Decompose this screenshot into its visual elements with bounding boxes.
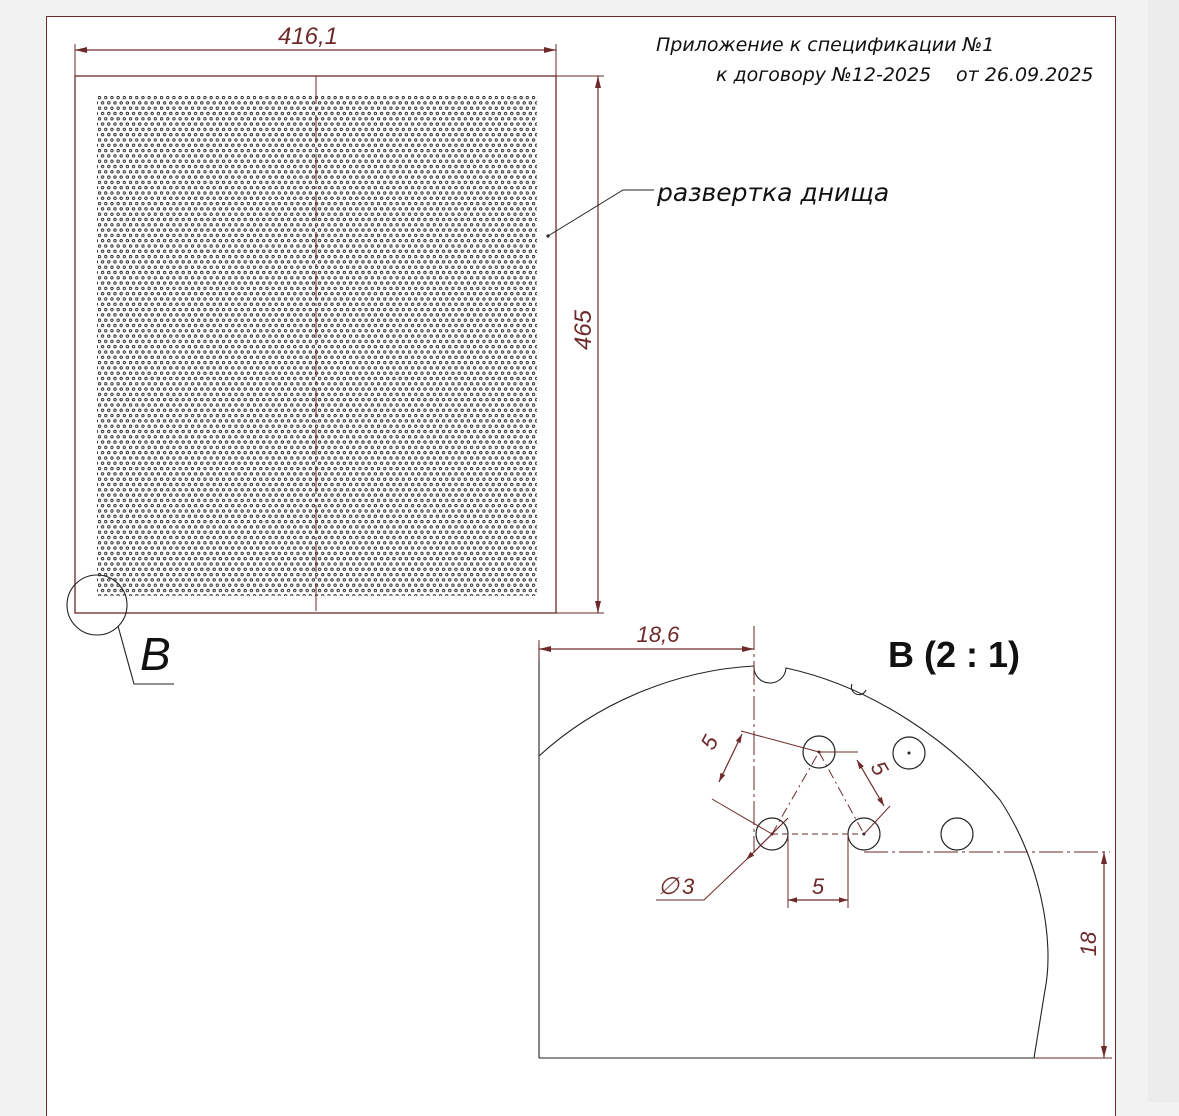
hole-center	[908, 752, 911, 755]
contract-date: от 26.09.2025	[956, 64, 1094, 86]
ext-line-diag-d	[864, 806, 890, 834]
dim-value-18-6: 18,6	[636, 622, 680, 647]
diameter-value: 3	[682, 874, 695, 899]
dim-value-diag-right: 5	[865, 756, 894, 780]
detail-view	[539, 622, 1112, 1058]
dim-value-pitch: 5	[811, 874, 825, 899]
hole-diagonal-center-line	[772, 752, 819, 834]
dim-line-diag-left	[719, 734, 742, 782]
part-label: развертка днища	[657, 178, 890, 207]
height-dimension-value: 465	[570, 309, 597, 351]
diameter-symbol: ∅	[658, 873, 679, 900]
dim-value-diag-left: 5	[695, 731, 724, 754]
detail-callout-letter: B	[140, 628, 171, 680]
dim-value-18: 18	[1076, 931, 1101, 957]
detail-outer-contour	[539, 666, 1048, 1058]
hole-diagonal-center-line	[819, 752, 864, 834]
spec-appendix-title: Приложение к спецификации №1	[656, 34, 995, 56]
hole	[941, 818, 973, 850]
diameter-arrow	[746, 818, 788, 860]
perforation-field	[97, 95, 537, 596]
ext-line-diag-a	[712, 799, 772, 834]
contract-number: к договору №12-2025	[716, 64, 932, 86]
main-view	[67, 23, 889, 684]
detail-view-title: B (2 : 1)	[888, 634, 1021, 675]
part-label-leader	[548, 190, 654, 236]
width-dimension-value: 416,1	[277, 23, 339, 50]
